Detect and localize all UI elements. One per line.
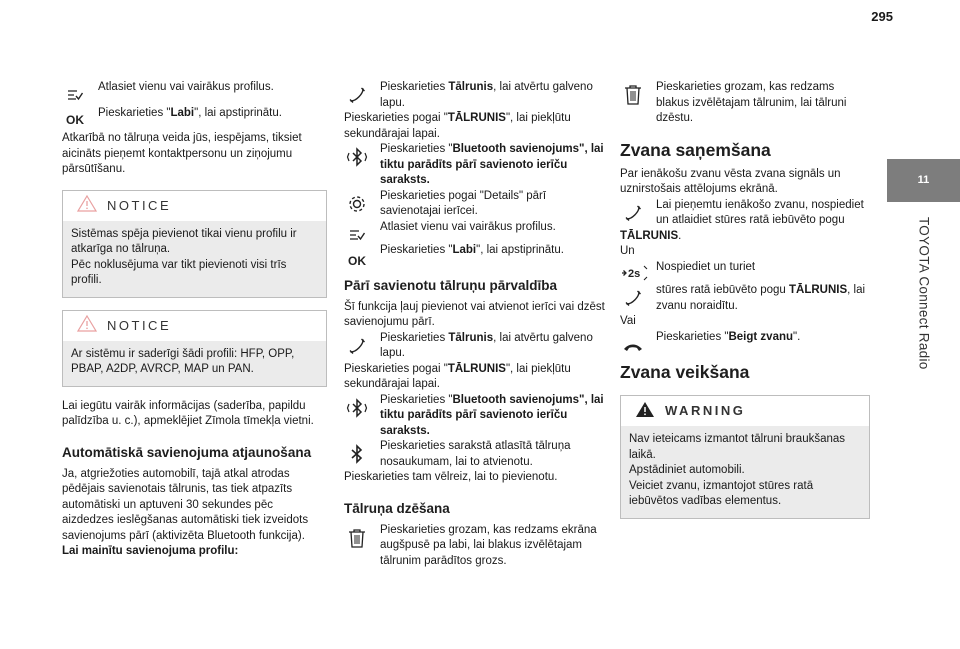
auto-reconnect-body: Ja, atgriežoties automobilī, tajā atkal atrodas pēdējais savienotais tālrunis, tas tiek atpazīts automātiski un aptuveni 30 sekundes pēc aizdedzes ieslēgšanas automātiski tiek izveidots savienojums pārī (aktivizēta Bluetooth funkcija). [62, 467, 309, 542]
intro-paragraph: Atkarībā no tālruņa veida jūs, iespējams, tiksiet aicināts pieņemt kontaktpersonu un ziņojumu pārsūtīšanu. [62, 132, 302, 175]
warning-box [620, 395, 870, 519]
press-ok-step: OK Pieskarieties "Labi", lai apstiprinātu. [344, 243, 609, 259]
phone-icon [620, 202, 646, 224]
column-3 [620, 80, 870, 531]
ok-icon: OK [66, 112, 84, 127]
phone-step: Pieskarieties Tālrunis, lai atvērtu galveno lapu. Pieskarieties pogai "TĀLRUNIS", lai piekļūtu sekundārajai lapai. [344, 331, 593, 390]
manage-intro: Šī funkcija ļauj pievienot vai atvienot ierīci vai dzēst savienojumu pārī. [344, 300, 605, 328]
warning-body: Nav ieteicams izmantot tālruni braukšanas laikā. Apstādiniet automobili. Veiciet zvanu, izmantojot stūres ratā iebūvētos vadības elementus. [629, 433, 846, 507]
press-hold-step: 2s Nospiediet un turiet [620, 260, 870, 276]
reconnect-text: Pieskarieties tam vēlreiz, lai to pievienotu. [344, 471, 558, 483]
column-2 [344, 80, 609, 569]
trash-icon [620, 84, 646, 106]
or-label: Vai [620, 315, 636, 327]
delete-heading: Tālruņa dzēšana [344, 500, 450, 516]
checkbox-list-icon [62, 84, 88, 106]
notice-box-1 [62, 190, 327, 298]
gear-icon [344, 193, 370, 215]
receive-intro: Par ienākošu zvanu vēsta zvana signāls un uznirstošais attēlojums ekrānā. [620, 167, 841, 195]
details-step: Pieskarieties pogai "Details" pārī savienotajai ierīcei. [344, 189, 609, 220]
bluetooth-step: Pieskarieties "Bluetooth savienojums", lai tiktu parādīts pārī savienoto ierīču saraksts. [344, 142, 609, 189]
trash-icon [344, 527, 370, 549]
notice-warning-icon [77, 315, 97, 336]
column-1 [62, 80, 327, 560]
more-info-paragraph: Lai iegūtu vairāk informācijas (saderība, papildu palīdzība u. c.), apmeklējiet Zīmola tīmekļa vietni. [62, 399, 314, 427]
phone-step: Pieskarieties Tālrunis, lai atvērtu galveno lapu. Pieskarieties pogai "TĀLRUNIS", lai piekļūtu sekundārajai lapai. [344, 81, 593, 140]
select-profiles-step [62, 80, 327, 96]
bluetooth-step: Pieskarieties "Bluetooth savienojums", lai tiktu parādīts pārī savienoto ierīču saraksts. [344, 393, 609, 440]
hang-up-icon [620, 336, 646, 358]
auto-reconnect-heading: Automātiskā savienojuma atjaunošana [62, 444, 312, 460]
manage-heading: Pārī savienotu tālruņu pārvaldība [344, 277, 558, 293]
bluetooth-icon [344, 397, 370, 419]
disconnect-step: Pieskarieties sarakstā atlasītā tālruņa nosaukumam, lai to atvienotu. [344, 439, 609, 470]
ok-icon: OK [348, 254, 366, 269]
chapter-title: TOYOTA Connect Radio [916, 217, 932, 370]
answer-step: Lai pieņemtu ienākošo zvanu, nospiediet un atlaidiet stūres ratā iebūvēto pogu TĀLRUNIS. [620, 198, 864, 242]
notice-title: NOTICE [107, 317, 172, 333]
svg-text:2s: 2s [628, 267, 641, 280]
bluetooth-icon [344, 146, 370, 168]
select-profiles-text: Atlasiet vienu vai vairākus profilus. [98, 81, 274, 93]
warning-title: WARNING [665, 403, 746, 419]
delete-step: Pieskarieties grozam, kas redzams ekrāna augšpusē pa labi, lai blakus izvēlētajam tālrunim parādītos grozs. [344, 523, 609, 570]
change-profile-label: Lai mainītu savienojuma profilu: [62, 545, 239, 557]
notice-box-2 [62, 310, 327, 387]
phone-icon [344, 84, 370, 106]
or-label: Un [620, 245, 635, 257]
press-ok-step [62, 106, 327, 127]
notice-warning-icon [77, 195, 97, 216]
select-profiles-step: Atlasiet vienu vai vairākus profilus. [344, 220, 609, 236]
page-number: 295 [871, 9, 893, 24]
warning-icon [635, 401, 655, 422]
press-ok-text: Pieskarieties "Labi", lai apstiprinātu. [98, 106, 282, 119]
notice-body: Sistēmas spēja pievienot tikai vienu profilu ir atkarīga no tālruņa. Pēc noklusējuma var tikt pievienoti visi trīs profili. [71, 227, 297, 286]
receive-call-heading: Zvana saņemšana [620, 139, 771, 160]
end-call-step: Pieskarieties "Beigt zvanu". [620, 330, 870, 346]
reject-step: stūres ratā iebūvēto pogu TĀLRUNIS, lai zvanu noraidītu. [620, 283, 870, 314]
chapter-tab: 11 [887, 159, 960, 202]
trash-step: Pieskarieties grozam, kas redzams blakus izvēlētajam tālrunim, lai tālruni dzēstu. [620, 80, 870, 127]
phone-icon [620, 287, 646, 309]
hold-2s-icon [620, 262, 650, 284]
phone-icon [344, 335, 370, 357]
notice-title: NOTICE [107, 197, 172, 213]
make-call-heading: Zvana veikšana [620, 362, 750, 382]
bluetooth-symbol-icon [344, 443, 370, 465]
notice-body: Ar sistēmu ir saderīgi šādi profili: HFP, OPP, PBAP, A2DP, AVRCP, MAP un PAN. [71, 347, 295, 375]
